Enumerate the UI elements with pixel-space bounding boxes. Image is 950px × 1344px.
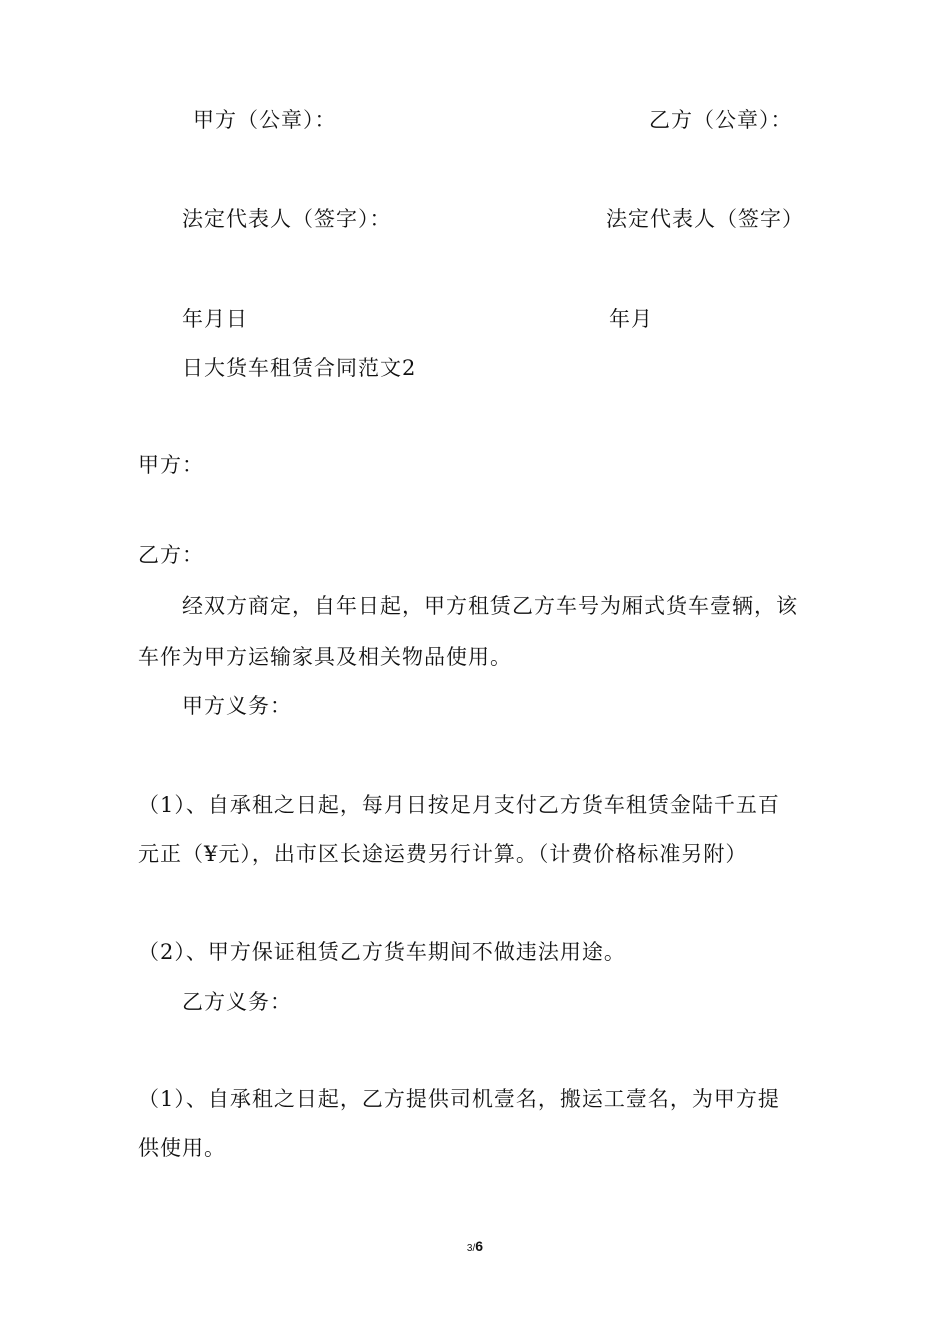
page-number [0,1238,950,1254]
party-a-date-label: 年月日 [182,307,248,331]
intro-paragraph-line-1: 经双方商定，自年日起，甲方租赁乙方车号为厢式货车壹辆，该 [182,594,798,618]
contract-heading: 日大货车租赁合同范文2 [182,356,417,380]
party-b-duties-title: 乙方义务： [182,990,292,1014]
party-a-duty-1-line-2: 元正（¥元），出市区长途运费另行计算。（计费价格标准另附） [138,842,748,866]
party-b-duty-1-line-2: 供使用。 [138,1136,226,1160]
party-b-date-label: 年月 [609,307,653,331]
party-b-seal-label: 乙方（公章）： [649,108,793,132]
intro-paragraph-line-2: 车作为甲方运输家具及相关物品使用。 [138,645,512,669]
party-a-duties-title: 甲方义务： [182,694,292,718]
party-b-representative-label: 法定代表人（签字） [606,207,804,231]
party-b-line: 乙方： [138,543,204,567]
party-a-representative-label: 法定代表人（签字）： [182,207,392,231]
party-a-line: 甲方： [138,453,204,477]
party-b-duty-1-line-1: （1）、自承租之日起，乙方提供司机壹名，搬运工壹名，为甲方提 [138,1087,780,1111]
party-a-seal-label: 甲方（公章）： [193,108,337,132]
party-a-duty-1-line-1: （1）、自承租之日起，每月日按足月支付乙方货车租赁金陆千五百 [138,793,780,817]
party-a-duty-2: （2）、甲方保证租赁乙方货车期间不做违法用途。 [138,940,626,964]
page-number-total: 6 [475,1238,484,1254]
page-number-current: 3/ [466,1243,476,1254]
